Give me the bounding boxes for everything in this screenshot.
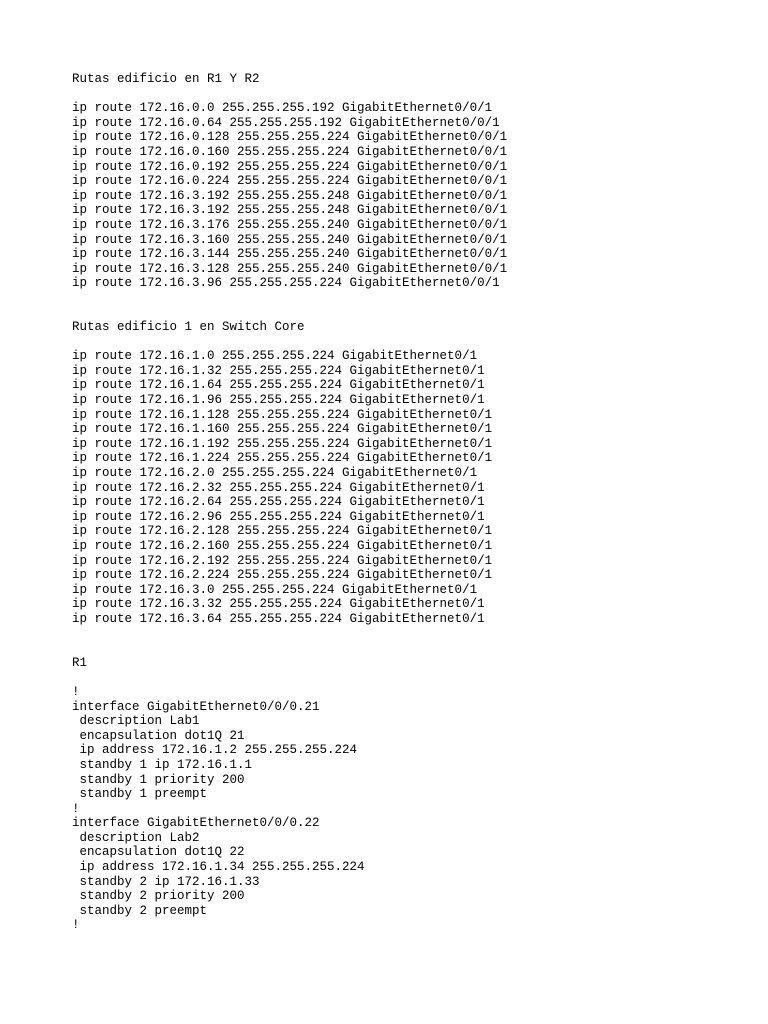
text-line: ip route 172.16.2.192 255.255.255.224 GigabitEthernet0/1: [72, 553, 493, 568]
text-line: standby 1 ip 172.16.1.1: [72, 757, 253, 772]
text-line: ip route 172.16.2.96 255.255.255.224 GigabitEthernet0/1: [72, 509, 485, 524]
text-line: ip route 172.16.2.64 255.255.255.224 GigabitEthernet0/1: [72, 495, 485, 510]
text-line: standby 2 preempt: [72, 903, 208, 918]
section-switch-core-routes: [72, 320, 752, 626]
route-lines: [72, 349, 752, 626]
text-line: ip route 172.16.1.0 255.255.255.224 GigabitEthernet0/1: [72, 349, 478, 364]
text-line: ip route 172.16.2.32 255.255.255.224 GigabitEthernet0/1: [72, 480, 485, 495]
text-line: !: [72, 801, 80, 816]
text-line: ip address 172.16.1.34 255.255.255.224: [72, 860, 365, 875]
text-line: standby 2 priority 200: [72, 889, 245, 904]
text-line: ip route 172.16.3.176 255.255.255.240 GigabitEthernet0/0/1: [72, 217, 508, 232]
text-line: encapsulation dot1Q 22: [72, 845, 245, 860]
text-line: ip route 172.16.0.192 255.255.255.224 GigabitEthernet0/0/1: [72, 159, 508, 174]
text-line: !: [72, 684, 80, 699]
text-line: ip route 172.16.3.128 255.255.255.240 GigabitEthernet0/0/1: [72, 261, 508, 276]
section-r1-config: [72, 656, 752, 933]
section-title: Rutas edificio en R1 Y R2: [72, 72, 260, 86]
text-line: ip route 172.16.3.32 255.255.255.224 GigabitEthernet0/1: [72, 597, 485, 612]
text-line: standby 2 ip 172.16.1.33: [72, 874, 260, 889]
section-r1-r2-routes: [72, 72, 752, 291]
text-line: ip route 172.16.3.0 255.255.255.224 GigabitEthernet0/1: [72, 582, 478, 597]
text-line: ip route 172.16.0.64 255.255.255.192 GigabitEthernet0/0/1: [72, 115, 500, 130]
text-line: ip route 172.16.2.128 255.255.255.224 GigabitEthernet0/1: [72, 524, 493, 539]
text-line: interface GigabitEthernet0/0/0.22: [72, 816, 320, 831]
text-line: ip route 172.16.2.224 255.255.255.224 GigabitEthernet0/1: [72, 568, 493, 583]
text-line: !: [72, 918, 80, 933]
text-line: ip route 172.16.3.96 255.255.255.224 GigabitEthernet0/0/1: [72, 276, 500, 291]
text-line: ip route 172.16.0.160 255.255.255.224 GigabitEthernet0/0/1: [72, 144, 508, 159]
text-line: ip route 172.16.3.160 255.255.255.240 GigabitEthernet0/0/1: [72, 232, 508, 247]
section-title: R1: [72, 655, 88, 670]
text-line: ip route 172.16.0.128 255.255.255.224 GigabitEthernet0/0/1: [72, 130, 508, 145]
section-title: Rutas edificio 1 en Switch Core: [72, 320, 305, 335]
text-line: ip route 172.16.1.128 255.255.255.224 GigabitEthernet0/1: [72, 407, 493, 422]
text-line: ip route 172.16.2.160 255.255.255.224 GigabitEthernet0/1: [72, 539, 493, 553]
text-line: ip route 172.16.3.64 255.255.255.224 GigabitEthernet0/1: [72, 611, 485, 626]
text-line: ip address 172.16.1.2 255.255.255.224: [72, 743, 358, 758]
text-line: ip route 172.16.2.0 255.255.255.224 GigabitEthernet0/1: [72, 466, 478, 481]
text-line: interface GigabitEthernet0/0/0.21: [72, 699, 320, 714]
text-line: ip route 172.16.1.32 255.255.255.224 GigabitEthernet0/1: [72, 363, 485, 378]
text-line: encapsulation dot1Q 21: [72, 728, 245, 743]
config-lines: [72, 685, 752, 933]
text-line: description Lab1: [72, 714, 200, 729]
text-line: ip route 172.16.3.192 255.255.255.248 GigabitEthernet0/0/1: [72, 188, 508, 203]
text-line: ip route 172.16.1.224 255.255.255.224 GigabitEthernet0/1: [72, 451, 493, 466]
text-line: ip route 172.16.1.96 255.255.255.224 GigabitEthernet0/1: [72, 393, 485, 408]
text-line: ip route 172.16.3.144 255.255.255.240 GigabitEthernet0/0/1: [72, 247, 508, 262]
text-line: ip route 172.16.1.160 255.255.255.224 GigabitEthernet0/1: [72, 422, 493, 437]
text-line: ip route 172.16.1.192 255.255.255.224 GigabitEthernet0/1: [72, 436, 493, 451]
document-page: [72, 72, 752, 962]
text-line: ip route 172.16.3.192 255.255.255.248 GigabitEthernet0/0/1: [72, 203, 508, 218]
text-line: ip route 172.16.0.224 255.255.255.224 GigabitEthernet0/0/1: [72, 174, 508, 189]
text-line: description Lab2: [72, 830, 200, 845]
route-lines: [72, 101, 752, 291]
text-line: standby 1 priority 200: [72, 772, 245, 787]
text-line: ip route 172.16.1.64 255.255.255.224 GigabitEthernet0/1: [72, 378, 485, 393]
text-line: ip route 172.16.0.0 255.255.255.192 GigabitEthernet0/0/1: [72, 101, 493, 116]
text-line: standby 1 preempt: [72, 787, 208, 802]
